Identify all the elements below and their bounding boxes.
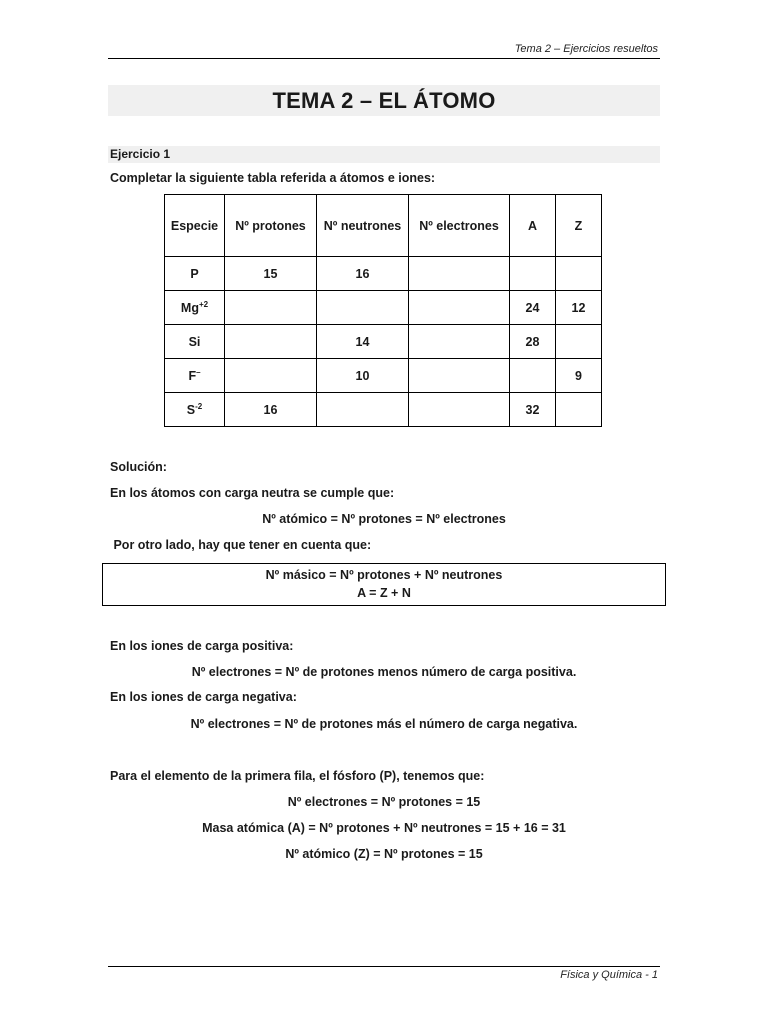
other-intro: Por otro lado, hay que tener en cuenta que:	[110, 538, 372, 552]
exercise-label: Ejercicio 1	[110, 147, 171, 161]
species-symbol: Mg	[180, 301, 199, 316]
exercise-statement: Completar la siguiente tabla referida a átomos e iones:	[110, 171, 436, 185]
neutrons-cell	[317, 291, 409, 325]
protons-cell	[225, 291, 317, 325]
species-cell	[165, 325, 225, 359]
species-charge: +2	[198, 299, 209, 309]
neutrons-cell: 10	[317, 359, 409, 393]
atomic-number-cell	[556, 257, 602, 291]
species-symbol: P	[190, 266, 199, 281]
negative-intro: En los iones de carga negativa:	[110, 690, 297, 704]
footer-rule	[108, 966, 660, 967]
species-charge: –	[196, 367, 201, 377]
title-band	[108, 85, 660, 116]
neutrons-cell: 16	[317, 257, 409, 291]
table-row	[165, 291, 602, 325]
neutrons-cell	[317, 393, 409, 427]
protons-cell	[225, 359, 317, 393]
neutral-formula: Nº atómico = Nº protones = Nº electrones	[262, 512, 506, 526]
species-symbol: Si	[188, 334, 201, 349]
table-header-row	[165, 195, 602, 257]
electrons-cell	[409, 325, 510, 359]
electrons-cell	[409, 359, 510, 393]
page-footer: Física y Química - 1	[560, 969, 658, 981]
phosphorus-intro: Para el elemento de la primera fila, el fósforo (P), tenemos que:	[110, 769, 485, 783]
p-electrons-formula: Nº electrones = Nº protones = 15	[287, 795, 481, 809]
atoms-table	[164, 194, 602, 427]
atomic-number-cell	[556, 393, 602, 427]
solution-label: Solución:	[110, 460, 167, 474]
negative-formula: Nº electrones = Nº de protones más el número de carga negativa.	[190, 717, 578, 731]
species-cell	[165, 257, 225, 291]
electrons-cell	[409, 291, 510, 325]
species-cell	[165, 359, 225, 393]
mass-number-cell: 24	[510, 291, 556, 325]
table-header: Nº electrones	[409, 195, 510, 257]
p-mass-formula: Masa atómica (A) = Nº protones + Nº neutrones = 15 + 16 = 31	[202, 821, 566, 835]
table-row	[165, 257, 602, 291]
species-symbol: S	[186, 403, 196, 418]
mass-number-cell	[510, 257, 556, 291]
protons-cell	[225, 325, 317, 359]
species-cell	[165, 291, 225, 325]
table-header: Z	[556, 195, 602, 257]
electrons-cell	[409, 393, 510, 427]
species-cell	[165, 393, 225, 427]
mass-number-cell	[510, 359, 556, 393]
p-atomic-formula: Nº atómico (Z) = Nº protones = 15	[285, 847, 483, 861]
page-header: Tema 2 – Ejercicios resueltos	[514, 43, 658, 55]
header-rule	[108, 58, 660, 59]
table-header: Especie	[165, 195, 225, 257]
species-charge: -2	[195, 401, 203, 411]
table-row	[165, 393, 602, 427]
positive-formula: Nº electrones = Nº de protones menos número de carga positiva.	[191, 665, 577, 679]
mass-formula: Nº másico = Nº protones + Nº neutrones	[265, 568, 503, 582]
mass-formula-box	[102, 563, 666, 606]
table-row	[165, 359, 602, 393]
protons-cell: 15	[225, 257, 317, 291]
mass-number-cell: 28	[510, 325, 556, 359]
electrons-cell	[409, 257, 510, 291]
mass-formula-short: A = Z + N	[357, 586, 411, 600]
page-title: TEMA 2 – EL ÁTOMO	[272, 87, 496, 113]
atomic-number-cell	[556, 325, 602, 359]
table-header: A	[510, 195, 556, 257]
positive-intro: En los iones de carga positiva:	[110, 639, 294, 653]
mass-number-cell: 32	[510, 393, 556, 427]
atomic-number-cell: 9	[556, 359, 602, 393]
table-header: Nº neutrones	[317, 195, 409, 257]
neutral-intro: En los átomos con carga neutra se cumple que:	[110, 486, 395, 500]
neutrons-cell: 14	[317, 325, 409, 359]
atomic-number-cell: 12	[556, 291, 602, 325]
protons-cell: 16	[225, 393, 317, 427]
table-row	[165, 325, 602, 359]
species-symbol: F	[188, 369, 197, 384]
table-header: Nº protones	[225, 195, 317, 257]
exercise-band	[108, 146, 660, 163]
